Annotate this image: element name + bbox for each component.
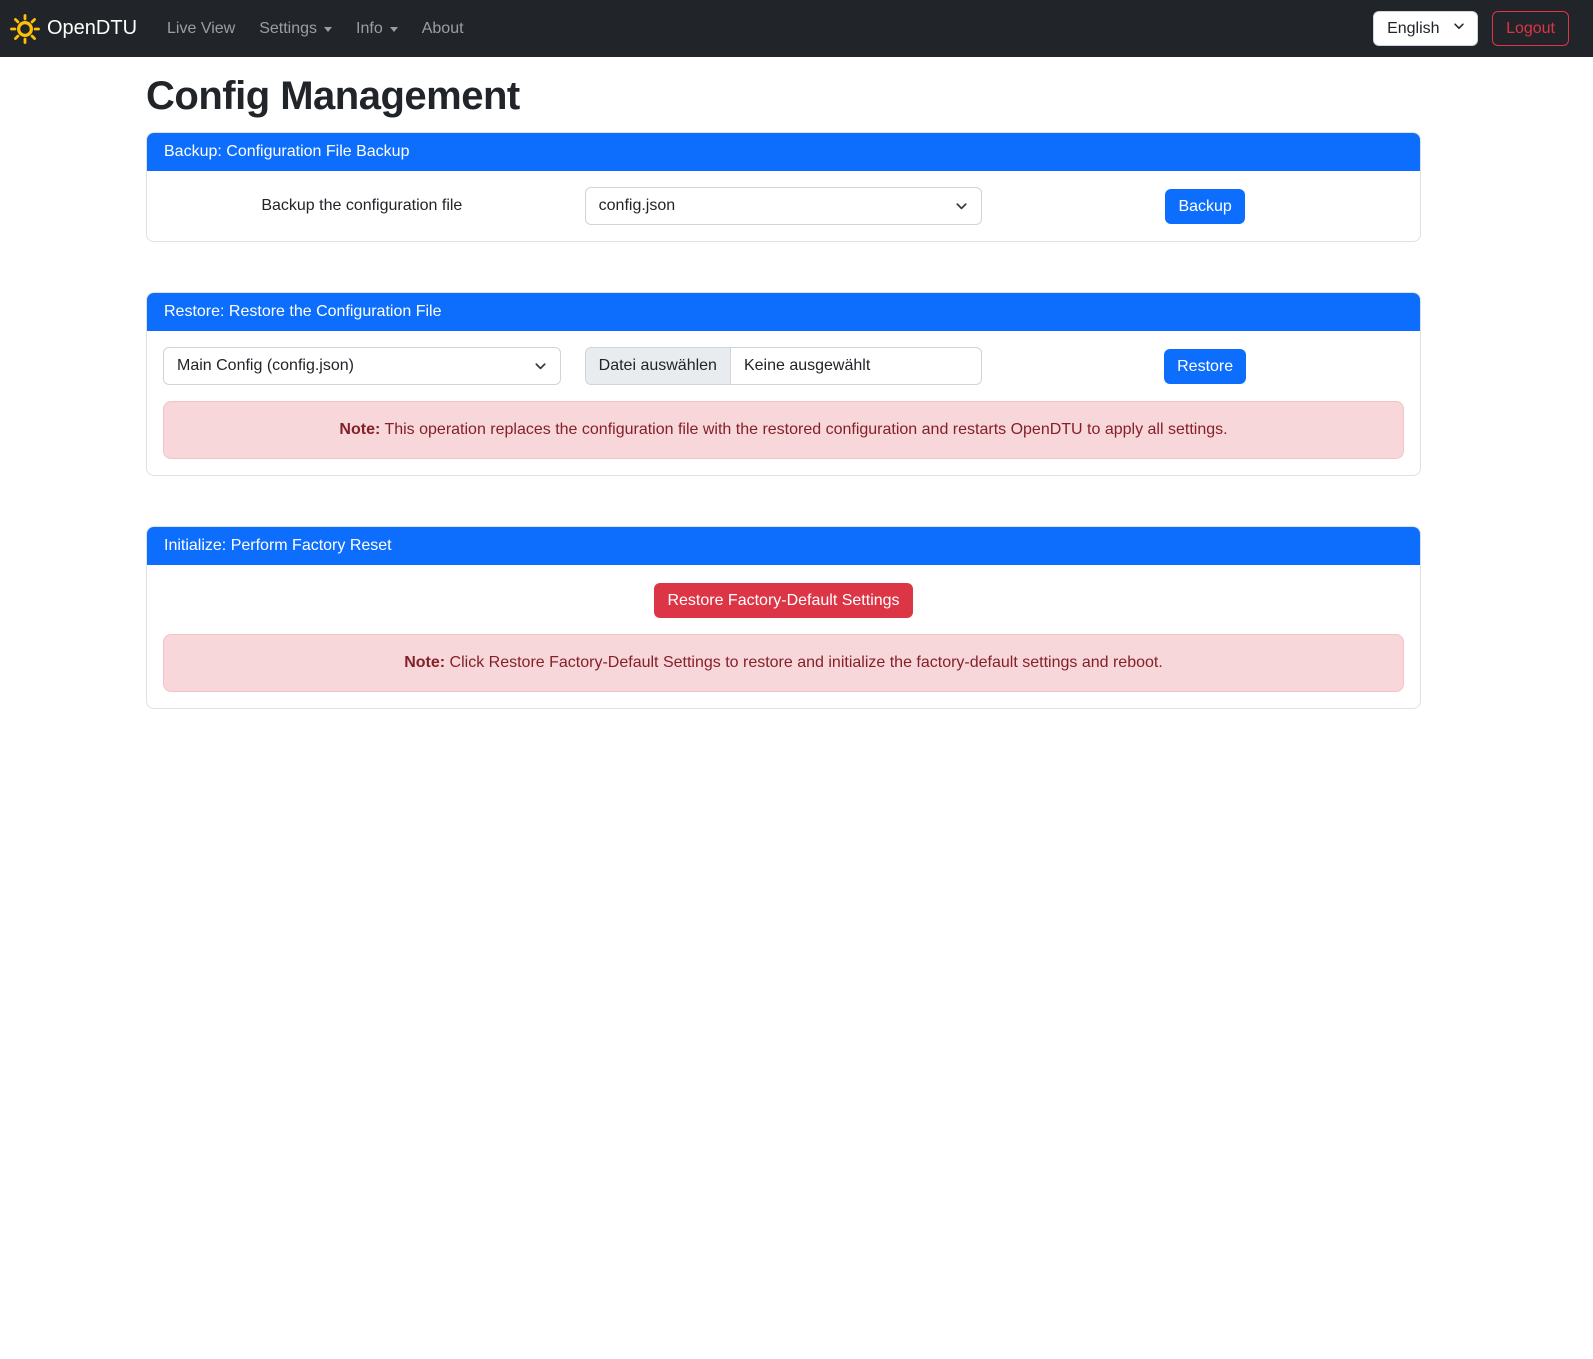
navbar [0,0,1593,57]
backup-file-select-value: config.json [598,197,676,214]
backup-card [146,132,1421,242]
factory-reset-button[interactable]: Restore Factory-Default Settings [654,583,912,618]
restore-note [163,401,1404,459]
restore-card [146,292,1421,476]
file-status-text: Keine ausgewählt [743,357,871,374]
backup-card-header: Backup: Configuration File Backup [147,133,1420,171]
nav-about[interactable]: About [421,19,464,37]
restore-note-label: Note: [339,421,381,438]
sun-icon [10,14,40,44]
backup-file-select[interactable] [585,187,983,225]
restore-config-select-value: Main Config (config.json) [177,357,354,374]
restore-note-text: This operation replaces the configuration file with the restored configuration and restarts OpenDTU to apply all settings. [384,421,1228,438]
brand-opendtu[interactable] [10,14,137,44]
caret-down-icon [324,27,332,32]
file-choose-button[interactable]: Datei auswählen [586,348,731,384]
chevron-down-icon [1452,19,1466,38]
backup-file-label: Backup the configuration file [261,197,463,214]
factory-reset-card [146,526,1421,709]
brand-label: OpenDTU [47,17,138,39]
factory-reset-note [163,634,1404,692]
nav-live-view[interactable]: Live View [167,19,236,37]
backup-button[interactable]: Backup [1165,189,1244,224]
chevron-down-icon [954,199,969,214]
factory-reset-note-text: Click Restore Factory-Default Settings to restore and initialize the factory-default settings and reboot. [449,654,1163,671]
nav-info[interactable]: Info [344,12,410,46]
language-select-value: English [1387,19,1440,37]
logout-button[interactable]: Logout [1492,11,1569,46]
restore-button[interactable]: Restore [1164,349,1246,384]
restore-card-header: Restore: Restore the Configuration File [147,293,1420,331]
factory-reset-note-label: Note: [404,654,446,671]
language-select[interactable] [1373,11,1478,46]
restore-file-input[interactable] [585,347,983,385]
nav-settings[interactable]: Settings [247,12,344,46]
page-title: Config Management [146,74,520,118]
chevron-down-icon [533,359,548,374]
restore-config-select[interactable] [163,347,561,385]
factory-reset-card-header: Initialize: Perform Factory Reset [147,527,1420,565]
caret-down-icon [390,27,398,32]
main-content [146,74,1421,709]
